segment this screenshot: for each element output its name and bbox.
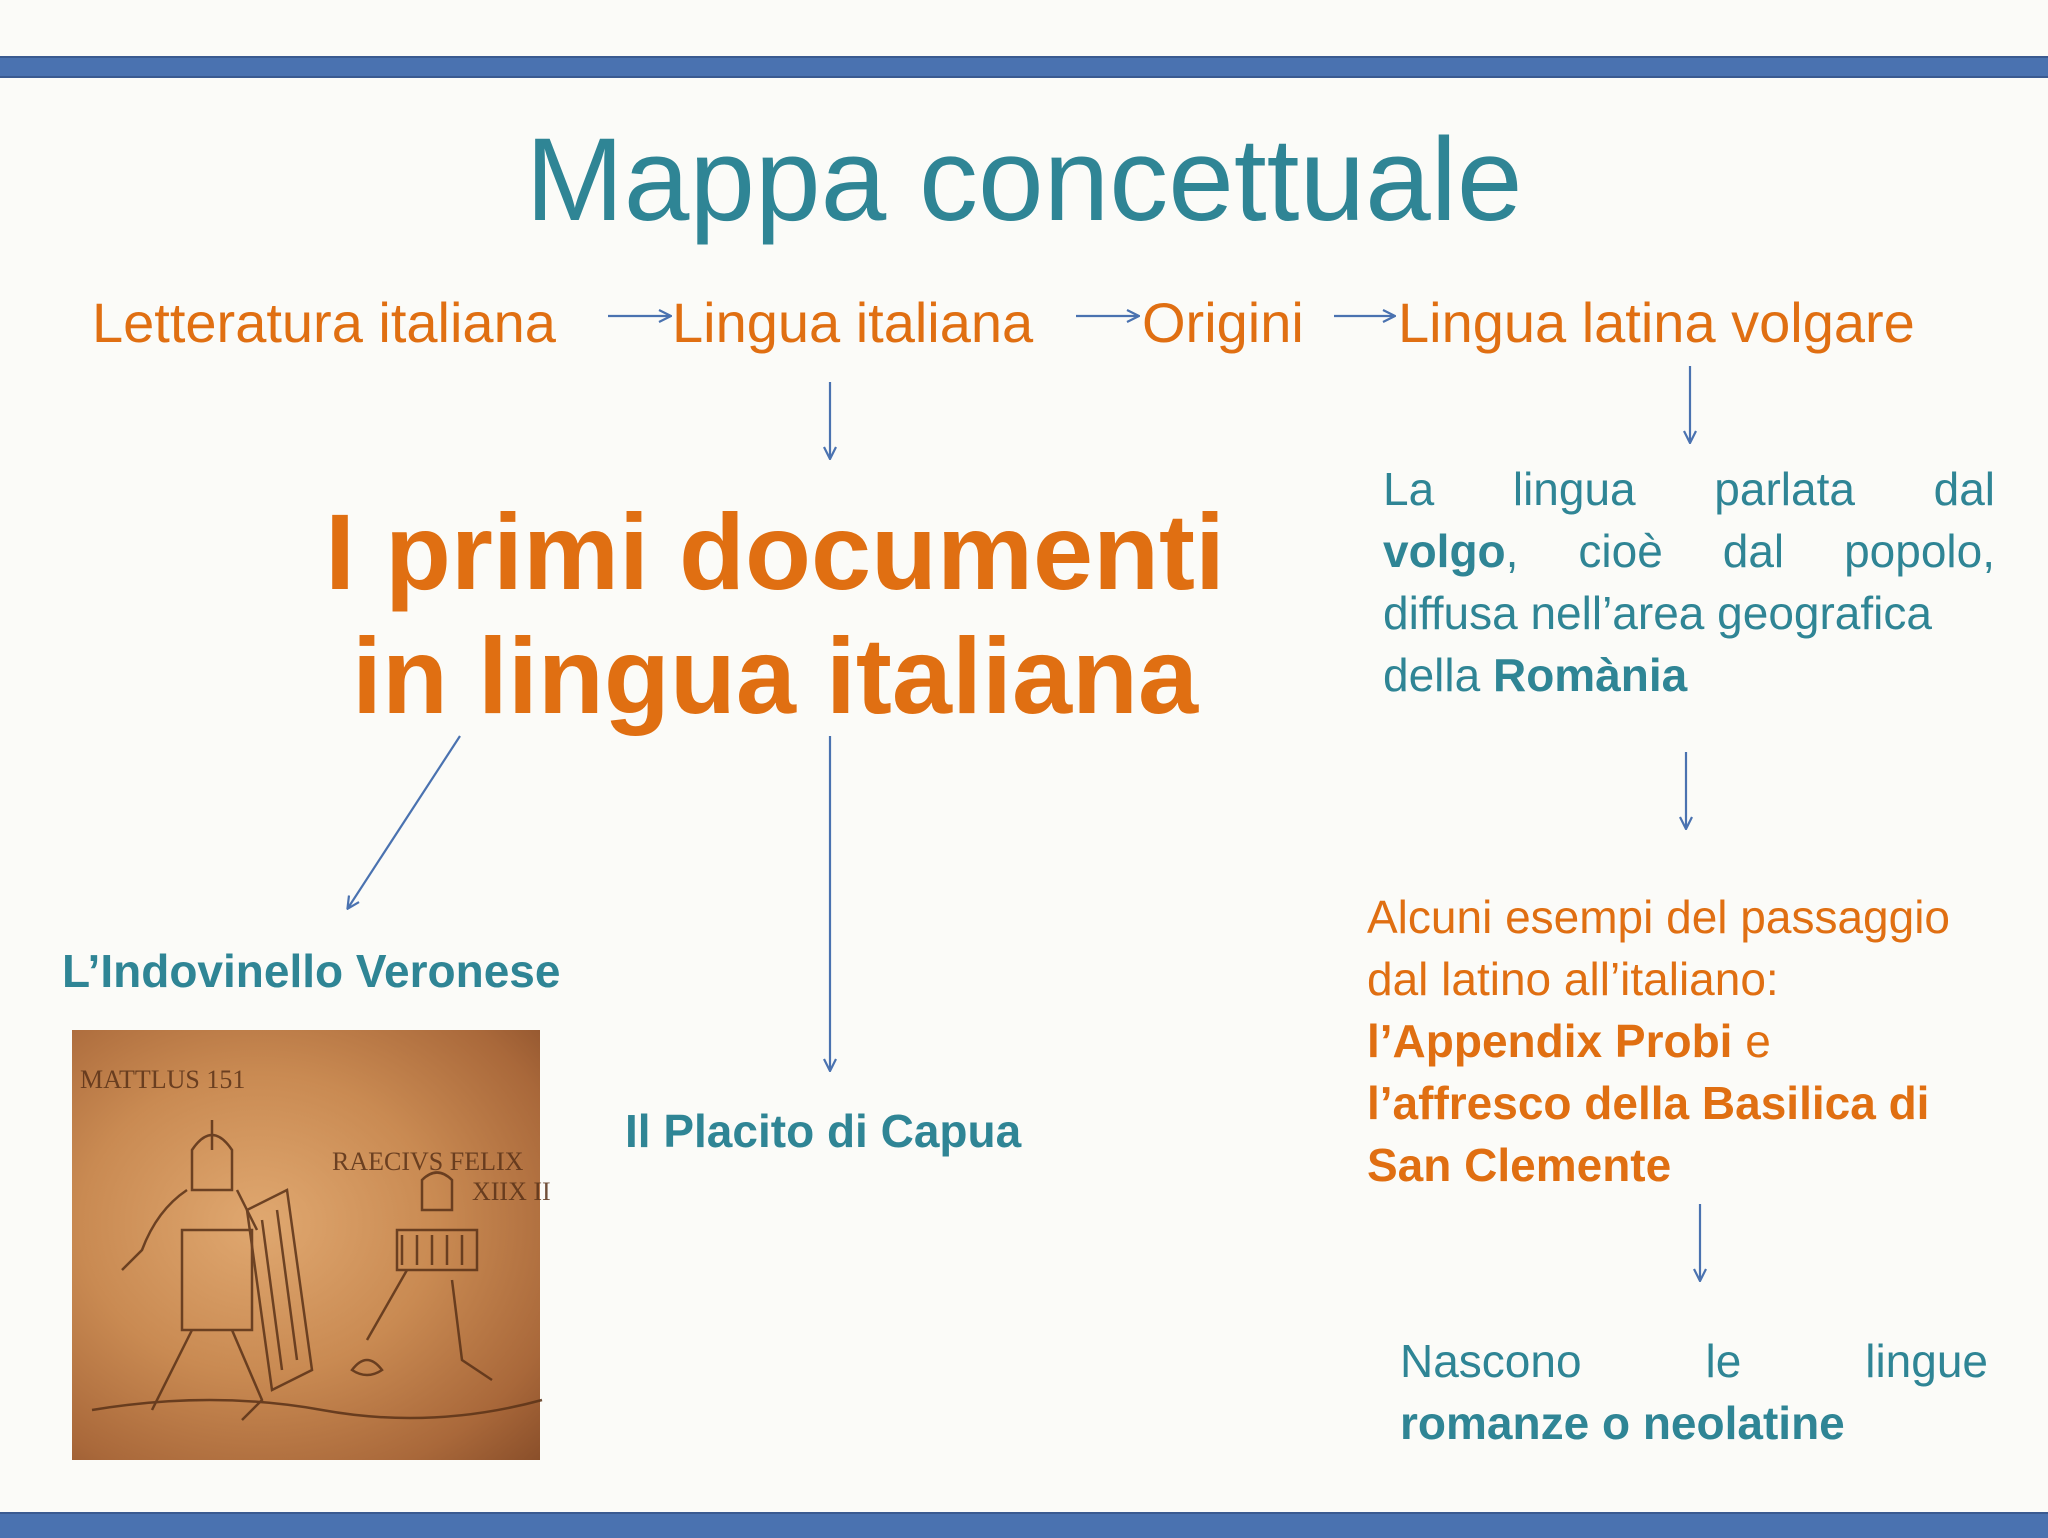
definition-line2: volgo, cioè dal popolo, <box>1383 525 1996 577</box>
definition-line3: diffusa nell’area geografica <box>1383 587 1932 639</box>
result-line1: Nascono le lingue <box>1400 1335 1988 1387</box>
concept-lingua-italiana: Lingua italiana <box>672 291 1034 354</box>
result-line2: romanze o neolatine <box>1400 1397 1845 1449</box>
main-topic-line2: in lingua italiana <box>351 615 1199 736</box>
bottom-border-bar <box>0 1512 2048 1538</box>
concept-letteratura-italiana: Letteratura italiana <box>92 291 556 354</box>
inscription-top-left: MATTLUS 151 <box>80 1065 246 1094</box>
inscription-right: XIIX II <box>472 1177 551 1206</box>
inscription-center: RAECIVS FELIX <box>332 1147 524 1176</box>
definition-line1: La lingua parlata dal <box>1383 463 1996 515</box>
concept-lingua-latina-volgare: Lingua latina volgare <box>1398 291 1915 354</box>
examples-line5: San Clemente <box>1367 1139 1672 1191</box>
examples-line2: dal latino all’italiano: <box>1367 953 1779 1005</box>
arrow-to-indovinello <box>348 736 460 908</box>
main-topic-line1: I primi documenti <box>324 491 1226 612</box>
appendix-probi-bold: l’Appendix Probi <box>1367 1015 1733 1067</box>
page-title: Mappa concettuale <box>525 114 1523 246</box>
examples-line1: Alcuni esempi del passaggio <box>1367 891 1951 943</box>
indovinello-veronese-label: L’Indovinello Veronese <box>62 945 561 997</box>
concept-origini: Origini <box>1142 291 1304 354</box>
examples-line4: l’affresco della Basilica di <box>1367 1077 1930 1129</box>
definition-line4: della Romània <box>1383 649 1688 701</box>
examples-line3: l’Appendix Probi e <box>1367 1015 1771 1067</box>
romania-bold: Romània <box>1492 649 1688 701</box>
placito-di-capua-label: Il Placito di Capua <box>625 1105 1022 1157</box>
volgo-bold: volgo <box>1383 525 1506 577</box>
